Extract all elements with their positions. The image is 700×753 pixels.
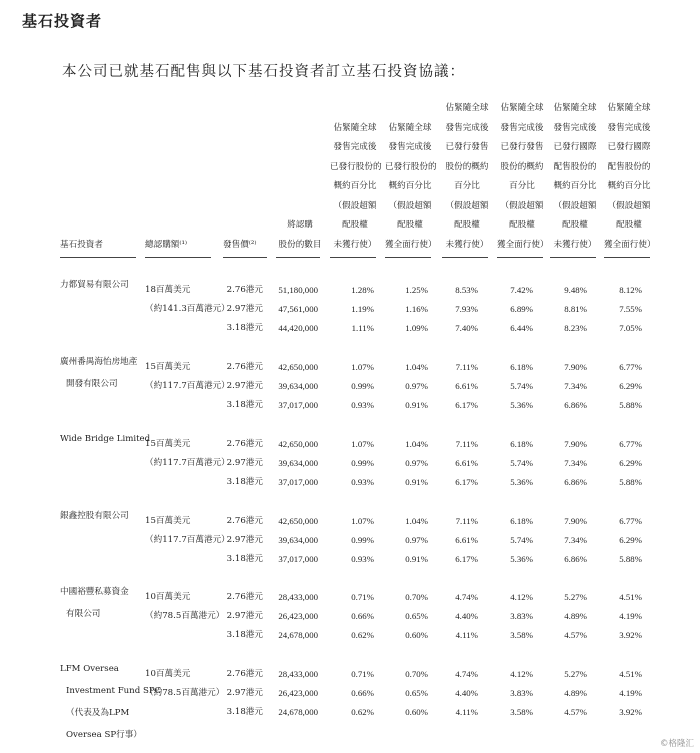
shares-count: 28,433,000 [278, 592, 318, 602]
col-header-line: 獲全面行使） [385, 239, 437, 250]
shares-count: 51,180,000 [278, 285, 318, 295]
header-underline [276, 257, 320, 258]
investor-name: 銀鑫控股有限公司 [60, 511, 129, 521]
shares-count: 42,650,000 [278, 362, 318, 372]
total-subscription-usd: 10百萬美元 [145, 592, 191, 602]
col-header-line: 未獲行使） [445, 239, 489, 250]
percentage: 5.88% [619, 477, 642, 487]
percentage: 1.09% [405, 323, 428, 333]
col-header-pct-offer-shares-oa-not-exercised [442, 99, 492, 255]
col-header-pct-intl-shares-oa-fully-exercised [604, 99, 654, 255]
percentage: 6.77% [619, 439, 642, 449]
col-header-line: 將認購 [287, 220, 313, 230]
percentage: 4.57% [564, 630, 587, 640]
percentage: 3.92% [619, 630, 642, 640]
percentage: 0.70% [405, 592, 428, 602]
percentage: 0.99% [351, 381, 374, 391]
col-header-line: （假設超額 [553, 200, 597, 211]
percentage: 0.97% [405, 381, 428, 391]
col-header-line: 配股權 [397, 220, 423, 230]
col-header-line: 已發行發售 [445, 142, 489, 152]
shares-count: 24,678,000 [278, 630, 318, 640]
percentage: 0.62% [351, 707, 374, 717]
percentage: 7.34% [564, 535, 587, 545]
percentage: 9.48% [564, 285, 587, 295]
percentage: 8.81% [564, 304, 587, 314]
col-header-line: 佔緊隨全球 [607, 103, 651, 113]
col-header-line: 發售完成後 [445, 122, 489, 133]
offer-price: 2.97港元 [226, 688, 263, 698]
percentage: 6.17% [455, 554, 478, 564]
percentage: 5.27% [564, 592, 587, 602]
percentage: 7.34% [564, 381, 587, 391]
shares-count: 26,423,000 [278, 688, 318, 698]
investor-name: 力都貿易有限公司 [60, 280, 129, 290]
percentage: 7.90% [564, 516, 587, 526]
col-header-line: （假設超額 [333, 200, 377, 211]
percentage: 6.77% [619, 362, 642, 372]
col-header-line: 發售完成後 [607, 122, 651, 133]
investor-name: Wide Bridge Limited [60, 434, 151, 444]
shares-count: 42,650,000 [278, 516, 318, 526]
investor-name: 開發有限公司 [66, 379, 118, 389]
percentage: 0.97% [405, 535, 428, 545]
shares-count: 37,017,000 [278, 477, 318, 487]
percentage: 7.90% [564, 439, 587, 449]
percentage: 1.04% [405, 516, 428, 526]
col-header-investor [60, 236, 140, 256]
percentage: 7.55% [619, 304, 642, 314]
col-header-line: 概約百分比 [553, 181, 597, 191]
col-header-line: 已發行發售 [500, 142, 544, 152]
offer-price: 2.76港元 [226, 439, 263, 449]
percentage: 7.93% [455, 304, 478, 314]
percentage: 4.89% [564, 611, 587, 621]
col-header-line: 已發行股份的 [385, 161, 437, 172]
percentage: 6.29% [619, 535, 642, 545]
total-subscription-hkd: （約117.7百萬港元） [145, 535, 230, 545]
col-header-line: 已發行國際 [607, 142, 651, 152]
percentage: 6.86% [564, 477, 587, 487]
col-header-line: 配股權 [616, 220, 642, 230]
offer-price: 2.76港元 [226, 669, 263, 679]
col-header-line: 配股權 [509, 220, 535, 230]
percentage: 6.29% [619, 458, 642, 468]
col-header-line: 獲全面行使） [604, 239, 656, 250]
total-subscription-hkd: （約78.5百萬港元） [145, 611, 225, 621]
col-header-line: 概約百分比 [388, 181, 432, 191]
percentage: 1.07% [351, 439, 374, 449]
investor-name: 中國裕豐私募資金 [60, 587, 129, 597]
percentage: 4.51% [619, 592, 642, 602]
col-header-line: 佔緊隨全球 [445, 103, 489, 113]
col-header-line: 未獲行使） [333, 239, 377, 250]
percentage: 0.91% [405, 477, 428, 487]
percentage: 1.04% [405, 362, 428, 372]
percentage: 4.12% [510, 669, 533, 679]
percentage: 6.17% [455, 477, 478, 487]
offer-price: 3.18港元 [226, 554, 263, 564]
percentage: 4.11% [455, 630, 478, 640]
col-header-line: 配股權 [342, 220, 368, 230]
col-header-line: 股份的數目 [278, 239, 322, 250]
header-underline [442, 257, 488, 258]
percentage: 0.93% [351, 400, 374, 410]
header-underline [604, 257, 650, 258]
total-subscription-usd: 10百萬美元 [145, 669, 191, 679]
percentage: 0.93% [351, 554, 374, 564]
percentage: 6.89% [510, 304, 533, 314]
percentage: 0.71% [351, 669, 374, 679]
percentage: 7.34% [564, 458, 587, 468]
percentage: 6.29% [619, 381, 642, 391]
percentage: 8.23% [564, 323, 587, 333]
percentage: 7.40% [455, 323, 478, 333]
investor-name: 有限公司 [66, 609, 101, 619]
percentage: 7.11% [455, 362, 478, 372]
offer-price: 3.18港元 [226, 477, 263, 487]
percentage: 7.11% [455, 439, 478, 449]
percentage: 0.97% [405, 458, 428, 468]
percentage: 5.36% [510, 400, 533, 410]
col-header-line: 發售完成後 [500, 122, 544, 133]
shares-count: 39,634,000 [278, 535, 318, 545]
percentage: 6.61% [455, 535, 478, 545]
percentage: 5.74% [510, 458, 533, 468]
col-header-pct-offer-shares-oa-fully-exercised [497, 99, 547, 255]
percentage: 1.25% [405, 285, 428, 295]
offer-price: 2.97港元 [226, 535, 263, 545]
percentage: 4.74% [455, 592, 478, 602]
percentage: 0.65% [405, 611, 428, 621]
col-header-total-subscription [145, 236, 215, 256]
percentage: 8.12% [619, 285, 642, 295]
col-header-line: 發售完成後 [388, 142, 432, 152]
percentage: 5.36% [510, 554, 533, 564]
shares-count: 44,420,000 [278, 323, 318, 333]
total-subscription-usd: 15百萬美元 [145, 362, 191, 372]
col-header-line: 佔緊隨全球 [500, 103, 544, 113]
percentage: 5.36% [510, 477, 533, 487]
percentage: 6.44% [510, 323, 533, 333]
percentage: 5.27% [564, 669, 587, 679]
col-header-line: 已發行國際 [553, 142, 597, 152]
percentage: 6.18% [510, 516, 533, 526]
col-header-line: 佔緊隨全球 [333, 122, 377, 133]
section-title: 基石投資者 [22, 12, 103, 30]
percentage: 4.40% [455, 611, 478, 621]
percentage: 4.12% [510, 592, 533, 602]
col-header-shares-to-subscribe [276, 216, 324, 255]
shares-count: 24,678,000 [278, 707, 318, 717]
percentage: 6.18% [510, 362, 533, 372]
percentage: 1.28% [351, 285, 374, 295]
header-underline [330, 257, 376, 258]
percentage: 1.19% [351, 304, 374, 314]
percentage: 0.91% [405, 400, 428, 410]
total-subscription-hkd: （約117.7百萬港元） [145, 381, 230, 391]
percentage: 3.83% [510, 688, 533, 698]
col-header-line: （假設超額 [445, 200, 489, 211]
percentage: 1.07% [351, 362, 374, 372]
investor-name: 廣州番禺海怡房地產 [60, 357, 138, 367]
col-header-line: 佔緊隨全球 [388, 122, 432, 133]
offer-price: 2.97港元 [226, 381, 263, 391]
col-header-line: （假設超額 [388, 200, 432, 211]
percentage: 4.19% [619, 611, 642, 621]
percentage: 0.70% [405, 669, 428, 679]
col-header-line: 股份的概約 [445, 161, 489, 172]
shares-count: 28,433,000 [278, 669, 318, 679]
percentage: 6.61% [455, 381, 478, 391]
col-header-line: 股份的概約 [500, 161, 544, 172]
total-subscription-hkd: （約141.3百萬港元） [145, 304, 230, 314]
total-subscription-usd: 15百萬美元 [145, 439, 191, 449]
offer-price: 2.76港元 [226, 285, 263, 295]
percentage: 7.42% [510, 285, 533, 295]
percentage: 8.53% [455, 285, 478, 295]
col-header-line: 發售完成後 [553, 122, 597, 133]
offer-price: 2.97港元 [226, 611, 263, 621]
investor-name: （代表及為LPM [66, 708, 130, 718]
header-underline [223, 257, 267, 258]
col-header-line: 配股權 [454, 220, 480, 230]
investor-name: LFM Oversea [60, 664, 119, 674]
total-subscription-usd: 15百萬美元 [145, 516, 191, 526]
percentage: 3.58% [510, 630, 533, 640]
percentage: 6.61% [455, 458, 478, 468]
offer-price: 3.18港元 [226, 400, 263, 410]
percentage: 0.99% [351, 458, 374, 468]
header-underline [385, 257, 431, 258]
col-header-line: 發售價⁽²⁾ [223, 239, 257, 250]
percentage: 6.77% [619, 516, 642, 526]
offer-price: 2.76港元 [226, 362, 263, 372]
total-subscription-usd: 18百萬美元 [145, 285, 191, 295]
shares-count: 39,634,000 [278, 458, 318, 468]
percentage: 5.74% [510, 381, 533, 391]
col-header-line: 未獲行使） [553, 239, 597, 250]
percentage: 4.40% [455, 688, 478, 698]
percentage: 1.16% [405, 304, 428, 314]
header-underline [497, 257, 543, 258]
header-underline [60, 257, 136, 258]
percentage: 0.60% [405, 707, 428, 717]
offer-price: 2.97港元 [226, 458, 263, 468]
col-header-line: 總認購額⁽¹⁾ [145, 239, 188, 250]
percentage: 7.05% [619, 323, 642, 333]
col-header-line: 配股權 [562, 220, 588, 230]
intro-text: 本公司已就基石配售與以下基石投資者訂立基石投資協議： [62, 64, 465, 80]
offer-price: 3.18港元 [226, 323, 263, 333]
col-header-line: 發售完成後 [333, 142, 377, 152]
col-header-line: 佔緊隨全球 [553, 103, 597, 113]
percentage: 6.17% [455, 400, 478, 410]
percentage: 1.07% [351, 516, 374, 526]
col-header-line: 獲全面行使） [497, 239, 549, 250]
percentage: 1.04% [405, 439, 428, 449]
watermark: ©格隆汇 [659, 739, 694, 749]
percentage: 3.58% [510, 707, 533, 717]
percentage: 1.11% [351, 323, 374, 333]
col-header-line: 概約百分比 [607, 181, 651, 191]
header-underline [550, 257, 596, 258]
total-subscription-hkd: （約78.5百萬港元） [145, 688, 225, 698]
offer-price: 2.76港元 [226, 592, 263, 602]
percentage: 0.71% [351, 592, 374, 602]
col-header-pct-intl-shares-oa-not-exercised [550, 99, 600, 255]
shares-count: 37,017,000 [278, 554, 318, 564]
investor-name: Investment Fund SPC [66, 686, 162, 696]
shares-count: 42,650,000 [278, 439, 318, 449]
percentage: 4.51% [619, 669, 642, 679]
col-header-line: 百分比 [509, 181, 535, 191]
percentage: 6.18% [510, 439, 533, 449]
percentage: 0.60% [405, 630, 428, 640]
col-header-line: 已發行股份的 [330, 161, 382, 172]
offer-price: 3.18港元 [226, 630, 263, 640]
percentage: 5.88% [619, 554, 642, 564]
col-header-line: 百分比 [454, 181, 480, 191]
shares-count: 47,561,000 [278, 304, 318, 314]
percentage: 0.91% [405, 554, 428, 564]
percentage: 0.66% [351, 611, 374, 621]
offer-price: 2.76港元 [226, 516, 263, 526]
percentage: 7.11% [455, 516, 478, 526]
percentage: 6.86% [564, 400, 587, 410]
percentage: 0.65% [405, 688, 428, 698]
col-header-line: （假設超額 [607, 200, 651, 211]
percentage: 3.83% [510, 611, 533, 621]
col-header-pct-shares-oa-not-exercised [330, 119, 380, 256]
percentage: 7.90% [564, 362, 587, 372]
col-header-line: 配售股份的 [553, 161, 597, 172]
total-subscription-hkd: （約117.7百萬港元） [145, 458, 230, 468]
percentage: 0.99% [351, 535, 374, 545]
offer-price: 2.97港元 [226, 304, 263, 314]
percentage: 0.66% [351, 688, 374, 698]
col-header-line: 基石投資者 [60, 239, 103, 250]
col-header-offer-price [223, 236, 271, 256]
col-header-line: （假設超額 [500, 200, 544, 211]
percentage: 4.89% [564, 688, 587, 698]
percentage: 5.74% [510, 535, 533, 545]
percentage: 0.62% [351, 630, 374, 640]
offer-price: 3.18港元 [226, 707, 263, 717]
shares-count: 39,634,000 [278, 381, 318, 391]
percentage: 3.92% [619, 707, 642, 717]
percentage: 0.93% [351, 477, 374, 487]
shares-count: 37,017,000 [278, 400, 318, 410]
percentage: 4.74% [455, 669, 478, 679]
col-header-line: 概約百分比 [333, 181, 377, 191]
col-header-line: 配售股份的 [607, 161, 651, 172]
investor-name: Oversea SP行事） [66, 730, 142, 740]
col-header-pct-shares-oa-fully-exercised [385, 119, 435, 256]
percentage: 4.11% [455, 707, 478, 717]
percentage: 5.88% [619, 400, 642, 410]
shares-count: 26,423,000 [278, 611, 318, 621]
percentage: 4.19% [619, 688, 642, 698]
percentage: 6.86% [564, 554, 587, 564]
header-underline [145, 257, 211, 258]
percentage: 4.57% [564, 707, 587, 717]
